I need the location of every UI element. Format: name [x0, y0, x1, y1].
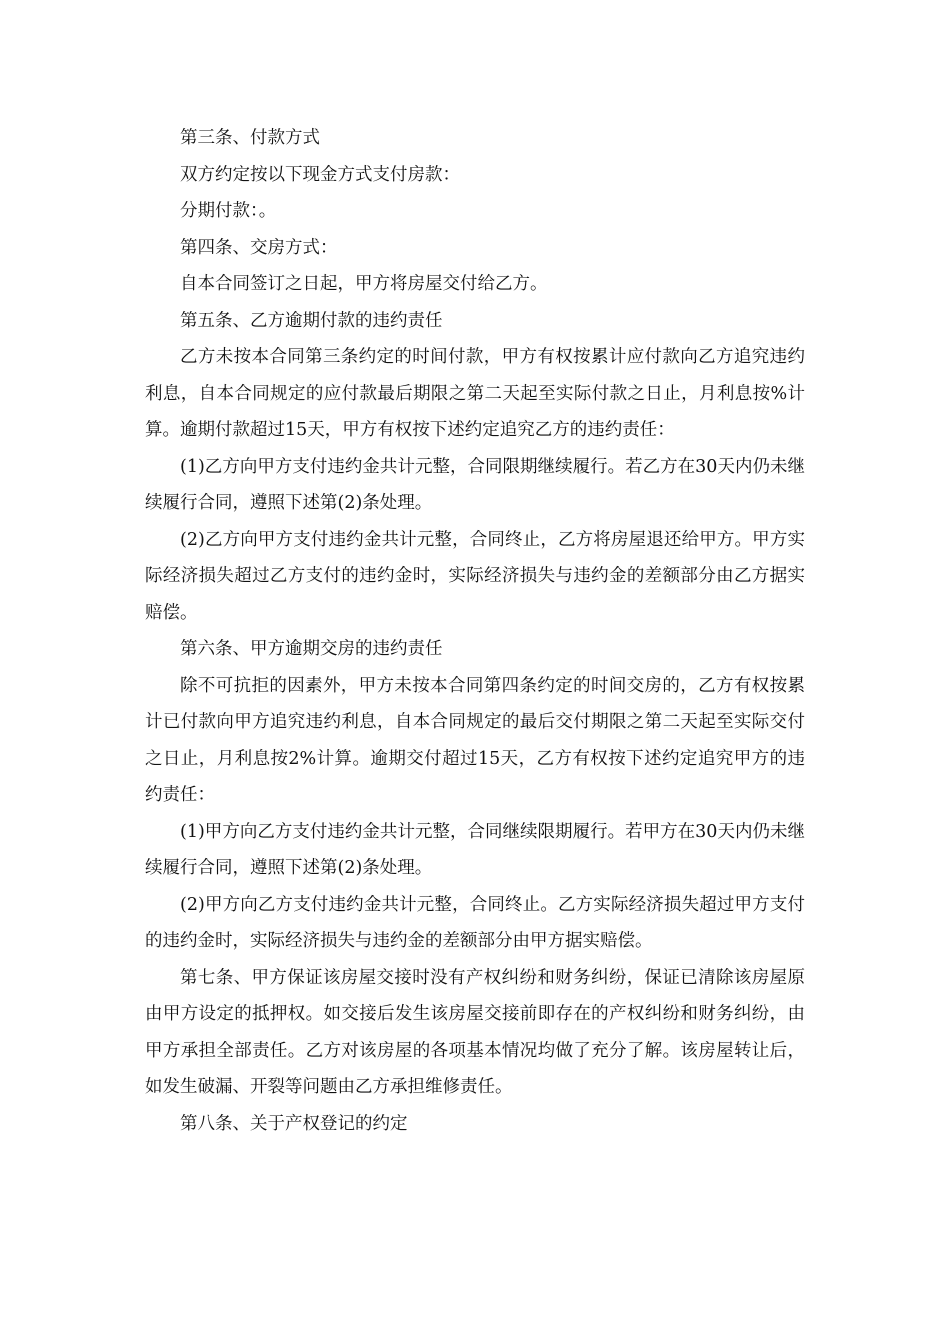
document-body [145, 120, 805, 1142]
article-5-clause-1: (1)乙方向甲方支付违约金共计元整，合同限期继续履行。若乙方在30天内仍未继续履行合同，遵照下述第(2)条处理。 [145, 456, 805, 513]
article-4-text: 自本合同签订之日起，甲方将房屋交付给乙方。 [180, 274, 548, 294]
article-5-text: 乙方未按本合同第三条约定的时间付款，甲方有权按累计应付款向乙方追究违约利息，自本合同规定的应付款最后期限之第二天起至实际付款之日止，月利息按%计算。逾期付款超过15天，甲方有权按下述约定追究乙方的违约责任： [145, 347, 805, 440]
article-6-heading: 第六条、甲方逾期交房的违约责任 [180, 639, 443, 659]
article-3-heading: 第三条、付款方式 [180, 128, 320, 148]
article-5-heading: 第五条、乙方逾期付款的违约责任 [180, 310, 443, 331]
article-3-text: 双方约定按以下现金方式支付房款： [180, 164, 460, 185]
article-8-heading: 第八条、关于产权登记的约定 [180, 1113, 408, 1134]
article-5-clause-2: (2)乙方向甲方支付违约金共计元整，合同终止，乙方将房屋退还给甲方。甲方实际经济损失超过乙方支付的违约金时，实际经济损失与违约金的差额部分由乙方据实赔偿。 [145, 529, 805, 623]
article-6-text: 除不可抗拒的因素外，甲方未按本合同第四条约定的时间交房的，乙方有权按累计已付款向甲方追究违约利息，自本合同规定的最后交付期限之第二天起至实际交付之日止，月利息按2%计算。逾期交付超过15天，乙方有权按下述约定追究甲方的违约责任： [145, 675, 805, 805]
article-6-clause-2: (2)甲方向乙方支付违约金共计元整，合同终止。乙方实际经济损失超过甲方支付的违约金时，实际经济损失与违约金的差额部分由甲方据实赔偿。 [145, 894, 805, 951]
article-4-heading: 第四条、交房方式： [180, 237, 338, 258]
article-6-clause-1: (1)甲方向乙方支付违约金共计元整，合同继续限期履行。若甲方在30天内仍未继续履行合同，遵照下述第(2)条处理。 [145, 821, 805, 878]
article-7-text: 第七条、甲方保证该房屋交接时没有产权纠纷和财务纠纷，保证已清除该房屋原由甲方设定的抵押权。如交接后发生该房屋交接前即存在的产权纠纷和财务纠纷，由甲方承担全部责任。乙方对该房屋的各项基本情况均做了充分了解。该房屋转让后，如发生破漏、开裂等问题由乙方承担维修责任。 [145, 967, 805, 1097]
article-3-installment: 分期付款：。 [180, 201, 277, 221]
